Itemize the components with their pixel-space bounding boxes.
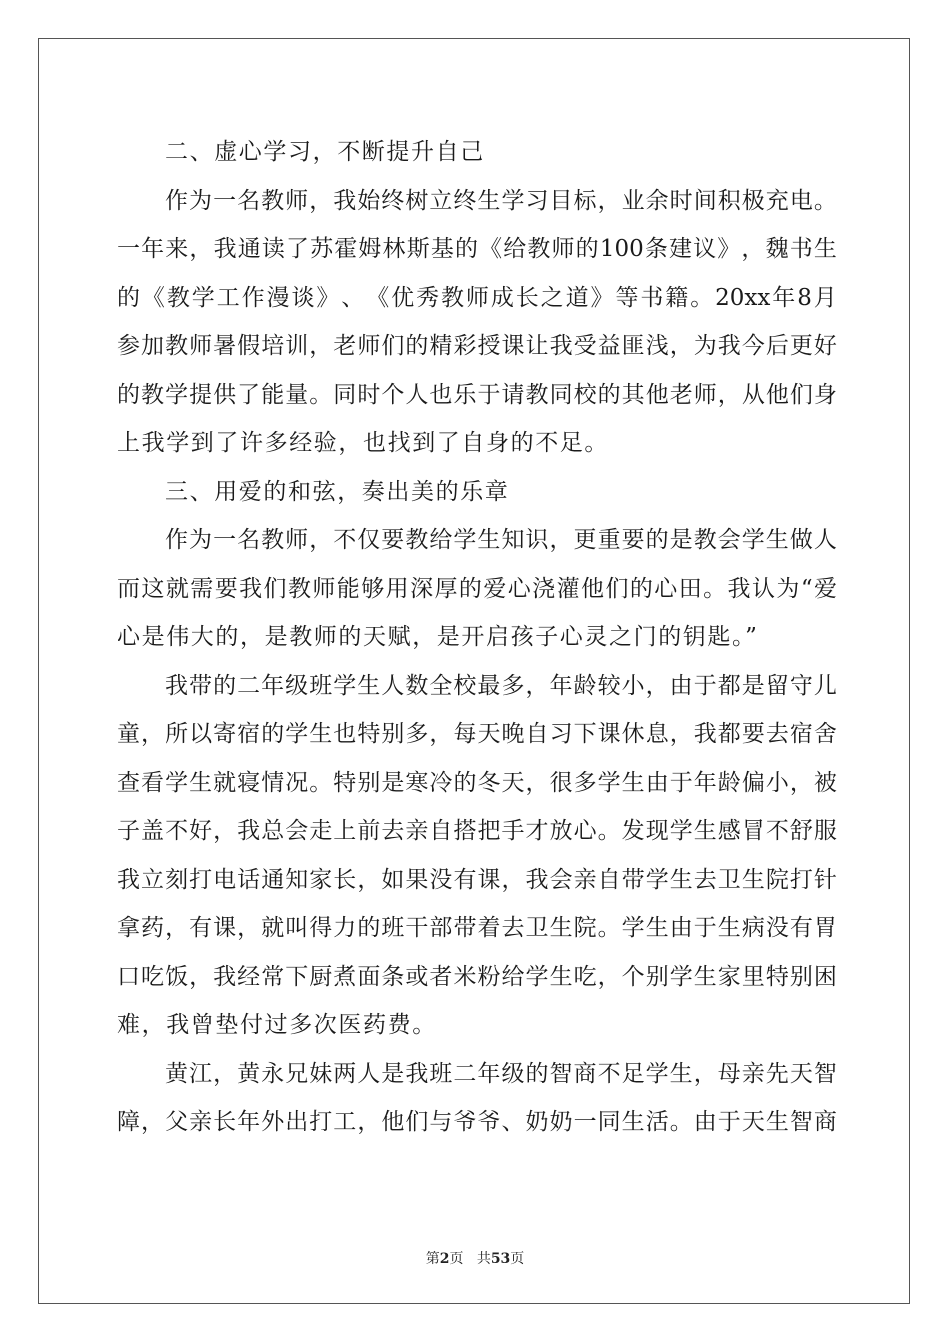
text-line: 黄 江 ， 黄 永 兄 妹 两 人 是 我 班 二 年 级 的 智 商 不 足 学 生 ， 母 亲 先 天 智 bbox=[165, 1060, 837, 1087]
text-line: 的 《 教 学 工 作 漫 谈 》 、 《 优 秀 教 师 成 长 之 道 》 等 书 籍 。 20xx 年 8 月 bbox=[117, 284, 837, 311]
footer-total-suffix: 页 bbox=[510, 1251, 525, 1267]
footer-total-pages: 53 bbox=[490, 1251, 511, 1267]
text-line: 一 年 来 ， 我 通 读 了 苏 霍 姆 林 斯 基 的 《 给 教 师 的 100 条 建 议 》 ， 魏 书 生 bbox=[117, 236, 837, 262]
text-line: 子 盖 不 好 ， 我 总 会 走 上 前 去 亲 自 搭 把 手 才 放 心 。 发 现 学 生 感 冒 不 舒 服 bbox=[117, 818, 837, 844]
footer-page-number: 2 bbox=[439, 1251, 450, 1267]
text-line: 作 为 一 名 教 师 ， 我 始 终 树 立 终 生 学 习 目 标 ， 业 余 时 间 积 极 充 电 。 bbox=[165, 187, 837, 214]
text-line: 而 这 就 需 要 我 们 教 师 能 够 用 深 厚 的 爱 心 浇 灌 他 们 的 心 田 。 我 认 为 “ 爱 bbox=[117, 575, 837, 602]
text-line: 作 为 一 名 教 师 ， 不 仅 要 教 给 学 生 知 识 ， 更 重 要 的 是 教 会 学 生 做 人 bbox=[165, 527, 837, 553]
text-line: 我 立 刻 打 电 话 通 知 家 长 ， 如 果 没 有 课 ， 我 会 亲 自 带 学 生 去 卫 生 院 打 针 bbox=[117, 866, 837, 893]
footer-total-prefix: 共 bbox=[476, 1251, 491, 1267]
text-line: 童 ， 所 以 寄 宿 的 学 生 也 特 别 多 ， 每 天 晚 自 习 下 课 休 息 ， 我 都 要 去 宿 舍 bbox=[117, 721, 837, 747]
text-line: 查 看 学 生 就 寝 情 况 。 特 别 是 寒 冷 的 冬 天 ， 很 多 学 生 由 于 年 龄 偏 小 ， 被 bbox=[117, 769, 837, 796]
text-line: 参 加 教 师 暑 假 培 训 ， 老 师 们 的 精 彩 授 课 让 我 受 益 匪 浅 ， 为 我 今 后 更 好 bbox=[117, 333, 837, 359]
text-line: 上我学到了许多经验，也找到了自身的不足。 bbox=[117, 430, 609, 456]
text-line: 我 带 的 二 年 级 班 学 生 人 数 全 校 最 多 ， 年 龄 较 小 ， 由 于 都 是 留 守 儿 bbox=[165, 672, 837, 699]
text-line: 心是伟大的，是教师的天赋，是开启孩子心灵之门的钥匙。” bbox=[117, 624, 759, 650]
text-line: 拿 药 ， 有 课 ， 就 叫 得 力 的 班 干 部 带 着 去 卫 生 院 。 学 生 由 于 生 病 没 有 胃 bbox=[117, 915, 837, 941]
text-line: 三、用爱的和弦，奏出美的乐章 bbox=[165, 478, 510, 505]
footer-page-prefix: 第 bbox=[425, 1251, 440, 1267]
text-line: 难，我曾垫付过多次医药费。 bbox=[117, 1012, 437, 1038]
text-line: 的 教 学 提 供 了 能 量 。 同 时 个 人 也 乐 于 请 教 同 校 的 其 他 老 师 ， 从 他 们 身 bbox=[117, 381, 837, 408]
text-line: 障 ， 父 亲 长 年 外 出 打 工 ， 他 们 与 爷 爷 、 奶 奶 一 同 生 活 。 由 于 天 生 智 商 bbox=[117, 1109, 837, 1135]
footer-page-suffix: 页 bbox=[449, 1251, 464, 1267]
page-footer bbox=[0, 1248, 950, 1268]
text-line: 二、虚心学习，不断提升自己 bbox=[165, 139, 485, 165]
text-line: 口 吃 饭 ， 我 经 常 下 厨 煮 面 条 或 者 米 粉 给 学 生 吃 ， 个 别 学 生 家 里 特 别 困 bbox=[117, 963, 837, 990]
